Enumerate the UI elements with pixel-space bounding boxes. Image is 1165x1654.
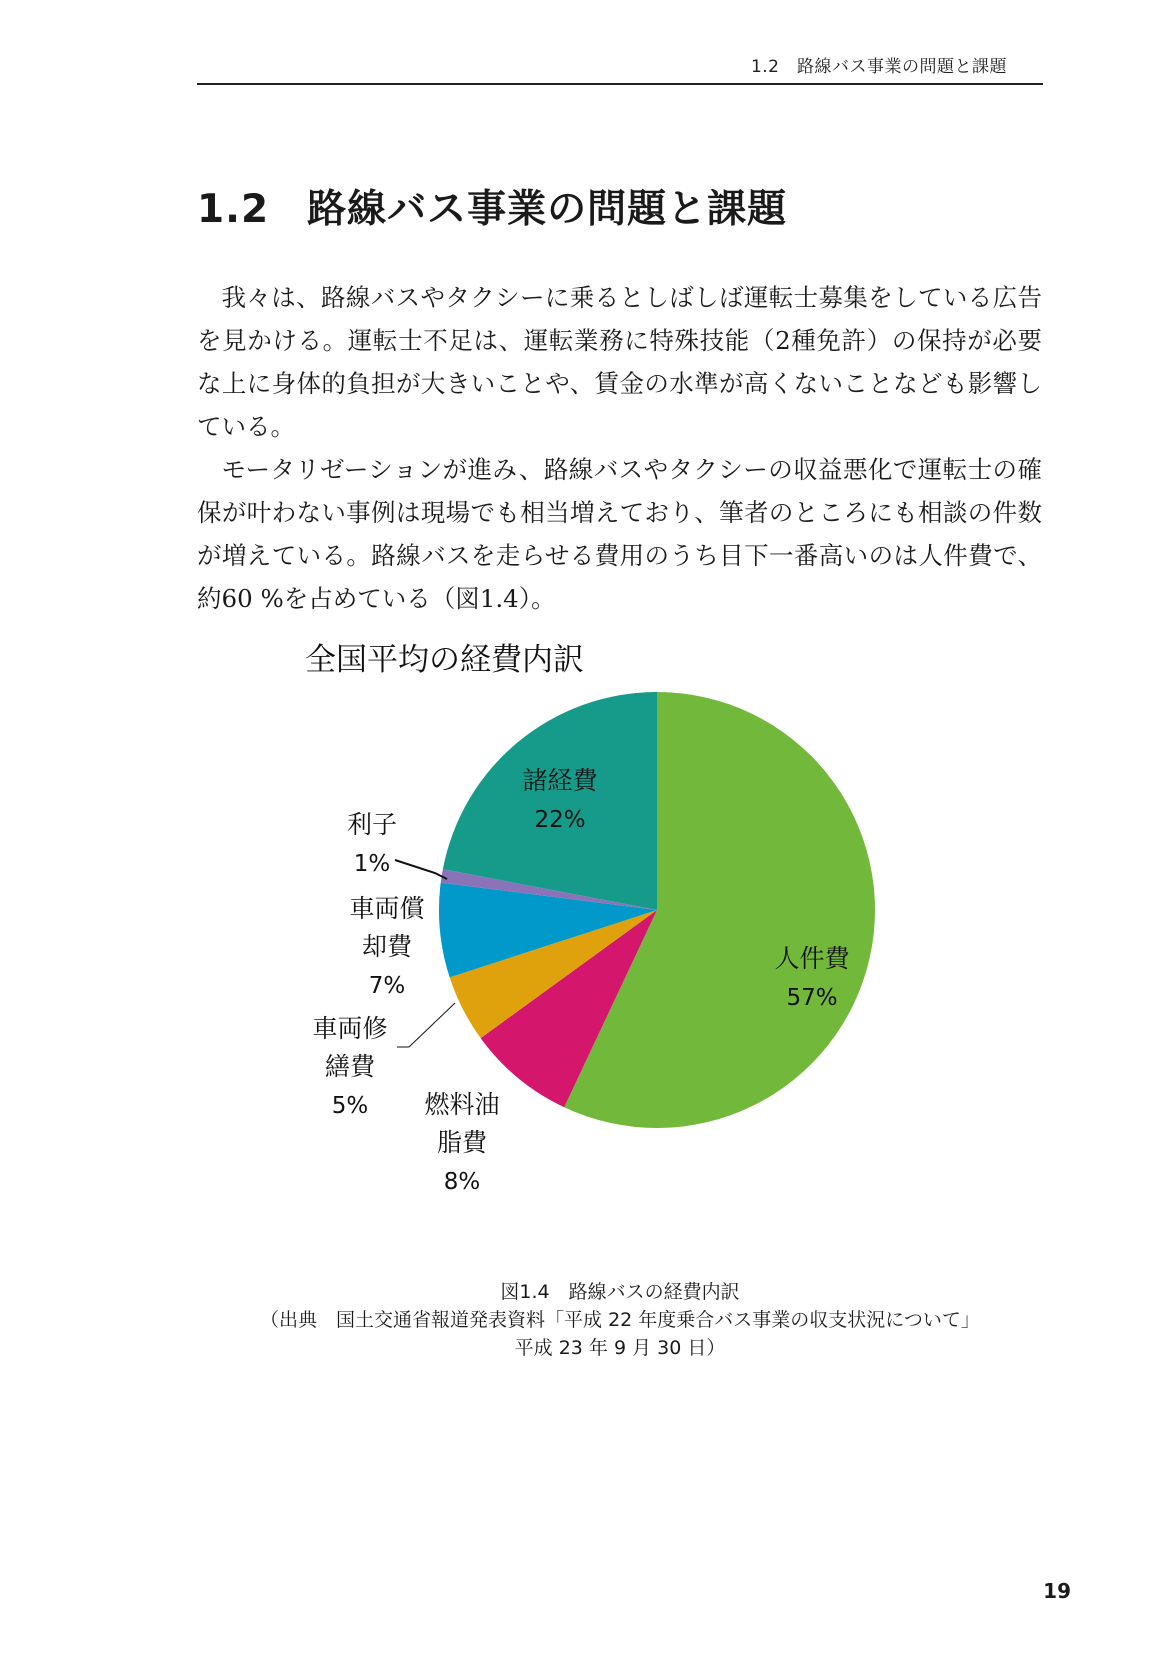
label-depreciation-text: 車両償 bbox=[349, 894, 425, 923]
label-misc-text: 諸経費 bbox=[522, 766, 598, 795]
pie-chart bbox=[305, 642, 945, 1265]
caption-date: 平成 23 年 9 月 30 日） bbox=[514, 1337, 726, 1359]
section-title: 路線バス事業の問題と課題 bbox=[307, 187, 788, 232]
leader-line-interest bbox=[395, 860, 447, 879]
label-depreciation-text: 却費 bbox=[361, 932, 413, 961]
label-interest-percent: 1% bbox=[353, 851, 391, 877]
caption-title: 図1.4 路線バスの経費内訳 bbox=[500, 1281, 740, 1303]
label-repair-text: 車両修 bbox=[312, 1014, 388, 1043]
label-fuel-text: 脂費 bbox=[436, 1128, 488, 1157]
label-labor-text: 人件費 bbox=[774, 944, 850, 973]
label-interest-text: 利子 bbox=[346, 810, 398, 839]
header-rule bbox=[197, 83, 1043, 85]
figure-caption bbox=[197, 1278, 1043, 1362]
body-text bbox=[197, 276, 1042, 620]
section-number: 1.2 bbox=[197, 187, 270, 232]
label-misc-percent: 22% bbox=[534, 807, 586, 833]
label-labor-percent: 57% bbox=[786, 985, 838, 1011]
caption-source: （出典 国土交通省報道発表資料「平成 22 年度乗合バス事業の収支状況について」 bbox=[260, 1309, 980, 1331]
chart-title: 全国平均の経費内訳 bbox=[305, 642, 584, 678]
running-head: 1.2 路線バス事業の問題と課題 bbox=[750, 57, 1007, 77]
leader-line-repair bbox=[397, 1003, 455, 1047]
label-repair-percent: 5% bbox=[331, 1093, 369, 1119]
paragraph: 我々は、路線バスやタクシーに乗るとしばしば運転士募集をしている広告を見かける。運転士不足は、運転業務に特殊技能（2種免許）の保持が必要な上に身体的負担が大きいことや、賃金の水準が高くないことなども影響している。 bbox=[197, 283, 1042, 441]
page-number: 19 bbox=[1043, 1579, 1071, 1603]
paragraph: モータリゼーションが進み、路線バスやタクシーの収益悪化で運転士の確保が叶わない事例は現場でも相当増えており、筆者のところにも相談の件数が増えている。路線バスを走らせる費用のうち目下一番高いのは人件費で、約60 %を占めている（図1.4）。 bbox=[197, 455, 1042, 613]
label-fuel-percent: 8% bbox=[443, 1169, 481, 1195]
label-repair-text: 繕費 bbox=[324, 1052, 376, 1081]
label-depreciation-percent: 7% bbox=[368, 973, 406, 999]
label-fuel-text: 燃料油 bbox=[424, 1090, 500, 1119]
section-heading bbox=[197, 178, 787, 234]
